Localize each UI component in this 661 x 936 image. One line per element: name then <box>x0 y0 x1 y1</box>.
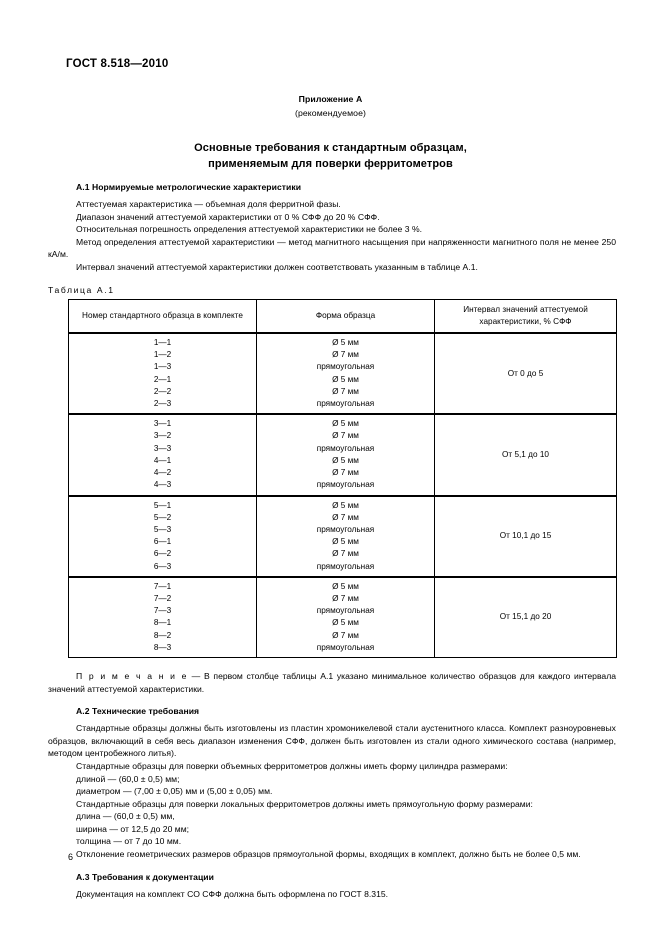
cell-interval: От 15,1 до 20 <box>435 577 617 658</box>
paragraph-a2-1: Стандартные образцы должны быть изготовлены из пластин хромоникелевой стали аустенитного класса. Комплект разноуровневых образцов, включающий в себя весь диапазон изменения СФФ, должен быть изготовлен из стали одного химического состава (например, методом центробежного литья). <box>48 723 616 759</box>
dimension-diameter-cyl: диаметром — (7,00 ± 0,05) мм и (5,00 ± 0,05) мм. <box>76 786 273 797</box>
sample-shape: Ø 7 мм <box>332 630 359 640</box>
sample-number: 2—3 <box>153 399 172 409</box>
sample-shape: Ø 5 мм <box>332 419 359 429</box>
table-caption: Таблица А.1 <box>48 284 115 295</box>
table-header-sample-number: Номер стандартного образца в комплекте <box>69 299 257 333</box>
paragraph-a1-1: Аттестуемая характеристика — объемная доля ферритной фазы. <box>76 199 341 209</box>
table-head <box>69 299 617 333</box>
sample-shape: прямоугольная <box>316 362 375 372</box>
sample-number: 1—2 <box>153 350 172 360</box>
paragraph-a2-item-1 <box>48 773 616 786</box>
cell-interval: От 0 до 5 <box>435 333 617 414</box>
paragraph-a1-5: Интервал значений аттестуемой характеристики должен соответствовать указанным в таблице А.1. <box>76 261 478 272</box>
paragraph-a1-2: Диапазон значений аттестуемой характеристики от 0 % СФФ до 20 % СФФ. <box>76 211 380 222</box>
cell-sample-numbers <box>69 333 257 414</box>
sample-number: 5—1 <box>153 500 172 510</box>
table-row <box>69 414 617 495</box>
table-header-row <box>69 299 617 333</box>
sample-number: 5—2 <box>153 512 172 522</box>
sample-number: 7—3 <box>153 606 172 616</box>
standard-samples-table <box>68 299 617 658</box>
sample-number: 7—2 <box>153 593 172 603</box>
sample-number: 4—2 <box>153 468 172 478</box>
annex-title-line-1: Основные требования к стандартным образцам, <box>194 142 467 154</box>
paragraph-a2-4: Отклонение геометрических размеров образцов прямоугольной формы, входящих в комплект, должно быть не более 0,5 мм. <box>76 849 581 860</box>
cell-interval: От 5,1 до 10 <box>435 414 617 495</box>
sample-shape: прямоугольная <box>316 606 375 616</box>
sample-shape: прямоугольная <box>316 443 375 453</box>
paragraph-a2-item-2 <box>48 785 616 798</box>
sample-shape: Ø 5 мм <box>332 618 359 628</box>
cell-sample-shapes <box>257 496 435 577</box>
paragraph-a3-1: Документация на комплект СО СФФ должна быть оформлена по ГОСТ 8.315. <box>76 888 389 899</box>
dimension-length-rect: длина — (60,0 ± 0,5) мм, <box>76 811 175 822</box>
dimension-length-cyl: длиной — (60,0 ± 0,5) мм; <box>76 773 180 784</box>
sample-shape: Ø 5 мм <box>332 581 359 591</box>
cell-sample-shapes <box>257 333 435 414</box>
sample-number: 6—1 <box>153 537 172 547</box>
heading-a2: А.2 Технические требования <box>76 706 200 717</box>
sample-number: 2—1 <box>153 374 172 384</box>
dimension-width-rect: ширина — от 12,5 до 20 мм; <box>76 823 190 834</box>
sample-shape: Ø 7 мм <box>332 350 359 360</box>
sample-number: 2—2 <box>153 386 172 396</box>
annex-label: Приложение А <box>298 94 363 104</box>
sample-shape: Ø 7 мм <box>332 593 359 603</box>
cell-sample-shapes <box>257 577 435 658</box>
table-header-interval: Интервал значений аттестуемой характеристики, % СФФ <box>435 299 617 333</box>
sample-number: 7—1 <box>153 581 172 591</box>
sample-shape: прямоугольная <box>316 399 375 409</box>
sample-shape: Ø 5 мм <box>332 374 359 384</box>
sample-number: 5—3 <box>153 524 172 534</box>
table-header-sample-shape: Форма образца <box>257 299 435 333</box>
sample-number: 3—2 <box>153 431 172 441</box>
dimension-thickness-rect: толщина — от 7 до 10 мм. <box>76 836 182 847</box>
sample-shape: Ø 5 мм <box>332 455 359 465</box>
sample-number: 4—1 <box>153 455 172 465</box>
sample-shape: Ø 5 мм <box>332 338 359 348</box>
sample-number: 3—1 <box>153 419 172 429</box>
sample-shape: прямоугольная <box>316 642 375 652</box>
sample-number: 8—3 <box>153 642 172 652</box>
sample-shape: Ø 7 мм <box>332 512 359 522</box>
paragraph-a2-item-4 <box>48 823 616 836</box>
sample-shape: Ø 7 мм <box>332 386 359 396</box>
heading-a1: А.1 Нормируемые метрологические характеристики <box>76 182 302 192</box>
cell-interval: От 10,1 до 15 <box>435 496 617 577</box>
paragraph-a2-item-5 <box>48 835 616 848</box>
paragraph-a2-3: Стандартные образцы для поверки локальных ферритометров должны иметь прямоугольную форму размерами: <box>76 798 533 809</box>
paragraph-a2-2: Стандартные образцы для поверки объемных ферритометров должны иметь форму цилиндра размерами: <box>76 760 508 771</box>
sample-number: 1—3 <box>153 362 172 372</box>
annex-heading-block <box>0 93 661 120</box>
sample-number: 8—2 <box>153 630 172 640</box>
annex-status: (рекомендуемое) <box>294 107 367 118</box>
sample-number: 4—3 <box>153 480 172 490</box>
running-head: ГОСТ 8.518—2010 <box>66 58 169 70</box>
paragraph-a2-item-3 <box>48 810 616 823</box>
sample-number: 8—1 <box>153 618 172 628</box>
sample-shape: прямоугольная <box>316 524 375 534</box>
sample-shape: Ø 5 мм <box>332 500 359 510</box>
table-row <box>69 333 617 414</box>
cell-sample-numbers <box>69 496 257 577</box>
sample-shape: прямоугольная <box>316 480 375 490</box>
sample-shape: прямоугольная <box>316 561 375 571</box>
sample-shape: Ø 5 мм <box>332 537 359 547</box>
annex-title <box>0 140 661 172</box>
cell-sample-shapes <box>257 414 435 495</box>
sample-shape: Ø 7 мм <box>332 431 359 441</box>
paragraph-a1-3: Относительная погрешность определения аттестуемой характеристики не более 3 %. <box>76 224 423 235</box>
table-row <box>69 496 617 577</box>
sample-number: 6—2 <box>153 549 172 559</box>
sample-number: 1—1 <box>153 338 172 348</box>
page-number: 6 <box>68 852 74 862</box>
table-note <box>48 670 616 695</box>
document-content <box>48 182 616 900</box>
paragraph-a1-4: Метод определения аттестуемой характеристики — метод магнитного насыщения при напряженности магнитного поля не менее 250 кА/м. <box>48 236 616 260</box>
table-body <box>69 333 617 657</box>
table-note-text: — В первом столбце таблицы А.1 указано минимальное количество образцов для каждого интервала значений аттестуемой характеристики. <box>48 670 617 694</box>
sample-shape: Ø 7 мм <box>332 549 359 559</box>
annex-title-line-2: применяемым для поверки ферритометров <box>208 158 453 170</box>
cell-sample-numbers <box>69 414 257 495</box>
table-row <box>69 577 617 658</box>
sample-shape: Ø 7 мм <box>332 468 359 478</box>
sample-number: 3—3 <box>153 443 172 453</box>
table-note-lead: П р и м е ч а н и е <box>76 670 188 681</box>
sample-number: 6—3 <box>153 561 172 571</box>
heading-a3: А.3 Требования к документации <box>76 871 214 882</box>
cell-sample-numbers <box>69 577 257 658</box>
